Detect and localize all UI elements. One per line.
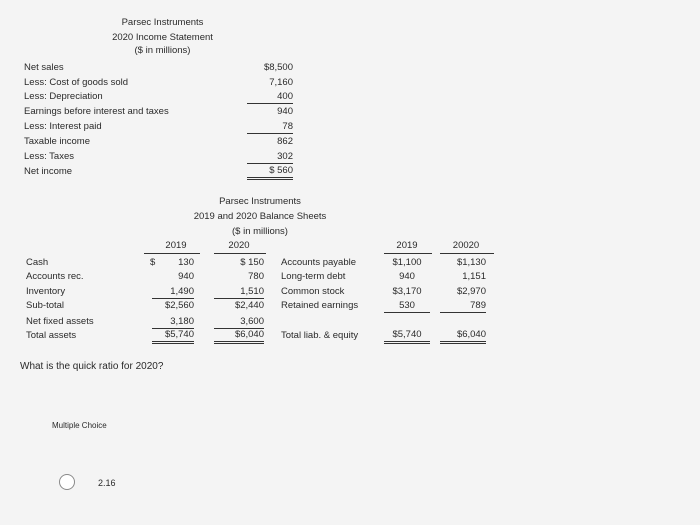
question-text: What is the quick ratio for 2020? [20,361,164,372]
asset-2019: 940 [178,271,194,282]
income-value: 302 [247,151,293,164]
liability-2020: $1,130 [456,257,486,268]
income-label: Less: Taxes [24,151,74,162]
asset-label: Sub-total [26,300,65,311]
asset-2019: 1,490 [152,286,194,299]
income-label: Earnings before interest and taxes [24,106,169,117]
asset-2020: $6,040 [214,329,264,344]
asset-2020: 1,510 [214,286,264,299]
liability-label: Common stock [281,286,345,297]
income-label: Net sales [24,62,64,73]
asset-label: Cash [26,257,49,268]
asset-2019: 130 [178,257,194,268]
balance-subtitle: 2019 and 2020 Balance Sheets [193,211,327,222]
balance-title: Parsec Instruments [219,196,301,207]
liability-label: Retained earnings [281,300,359,311]
asset-2020: $2,440 [234,300,264,311]
col-header-2019: 2019 [165,240,187,251]
income-value: 7,160 [269,77,293,88]
liability-2020: 1,151 [462,271,486,282]
col-header-2020: 2020 [228,240,250,251]
income-label: Less: Cost of goods sold [24,77,129,88]
col-header-2019-right: 2019 [396,240,418,251]
income-value: 862 [277,136,293,147]
asset-2019: 3,180 [152,316,194,329]
income-subtitle: 2020 Income Statement [112,32,213,43]
income-value: 400 [247,91,293,104]
income-units: ($ in millions) [134,45,191,56]
asset-label: Accounts rec. [26,271,84,282]
liability-2020: $6,040 [440,329,486,344]
income-value: $ 560 [247,165,293,180]
income-value: $8,500 [263,62,293,73]
asset-label: Total assets [26,330,77,341]
option-radio[interactable] [59,474,75,490]
asset-label: Net fixed assets [26,316,94,327]
choice-type-label: Multiple Choice [52,421,107,430]
asset-2019: $2,560 [164,300,194,311]
liability-2019: 530 [384,300,430,313]
liability-label: Long-term debt [281,271,346,282]
liability-label: Total liab. & equity [281,330,359,341]
dollar-sign: $ [150,257,156,268]
income-label: Less: Interest paid [24,121,102,132]
asset-2020: 3,600 [214,316,264,329]
liability-2020: 789 [440,300,486,313]
liability-2020: $2,970 [456,286,486,297]
income-value: 78 [247,121,293,134]
liability-2019: 940 [399,271,415,282]
asset-label: Inventory [26,286,66,297]
balance-units: ($ in millions) [232,226,288,237]
income-title: Parsec Instruments [121,17,204,28]
asset-2019: $5,740 [152,329,194,344]
income-value: 940 [277,106,293,117]
liability-2019: $5,740 [384,329,430,344]
income-label: Less: Depreciation [24,91,103,102]
income-label: Taxable income [24,136,91,147]
asset-2020: 780 [248,271,264,282]
liability-label: Accounts payable [281,257,356,268]
liability-2019: $3,170 [392,286,422,297]
liability-2019: $1,100 [392,257,422,268]
income-label: Net income [24,166,73,177]
col-header-2020-right: 20020 [452,240,480,251]
option-label[interactable]: 2.16 [98,478,116,488]
asset-2020: $ 150 [240,257,264,268]
